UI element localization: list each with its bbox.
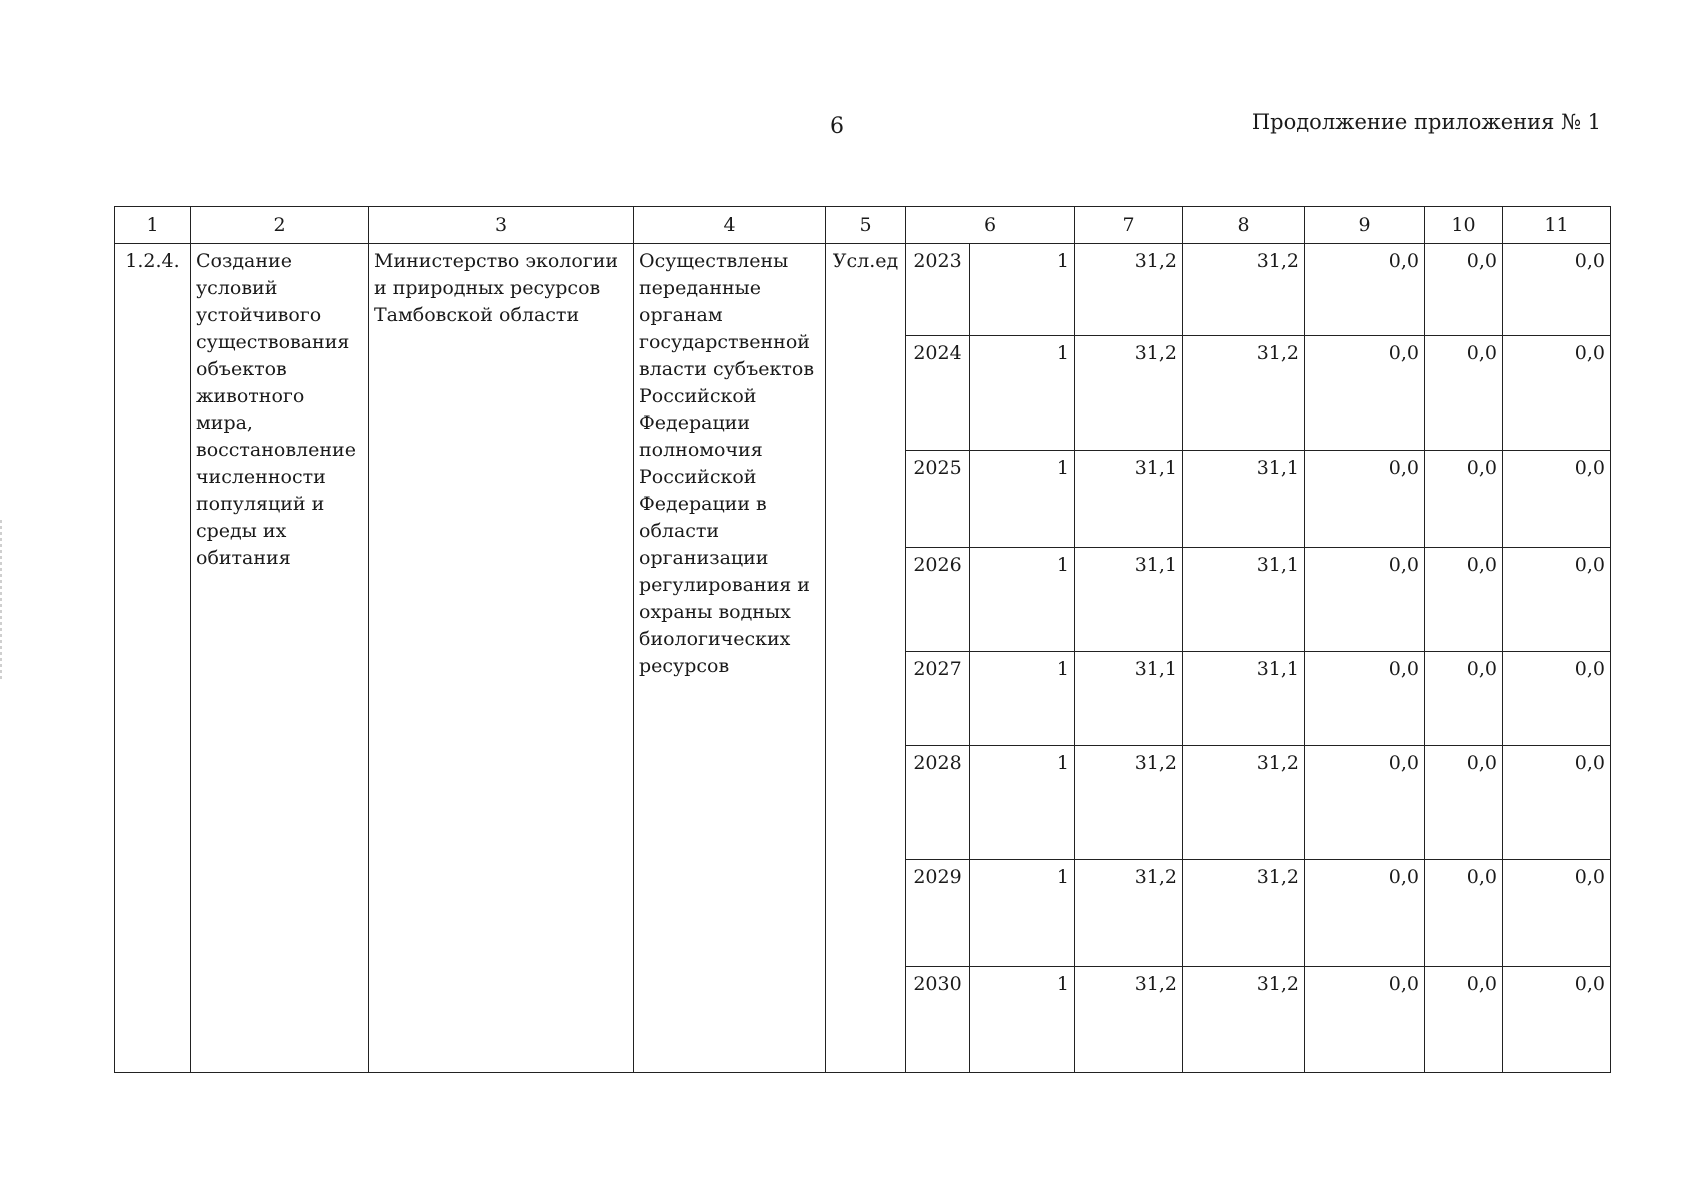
item-unit: Усл.ед	[826, 244, 906, 1073]
row-col11: 0,0	[1503, 652, 1611, 746]
row-col11: 0,0	[1503, 967, 1611, 1073]
row-col11: 0,0	[1503, 336, 1611, 451]
row-col10: 0,0	[1425, 548, 1503, 652]
row-col9: 0,0	[1305, 336, 1425, 451]
page-number: 6	[830, 114, 844, 139]
row-year: 2028	[906, 746, 970, 860]
row-col8: 31,2	[1183, 336, 1305, 451]
row-col10: 0,0	[1425, 860, 1503, 967]
row-col7: 31,1	[1075, 652, 1183, 746]
row-col10: 0,0	[1425, 652, 1503, 746]
column-header-10: 10	[1425, 207, 1503, 244]
column-header-5: 5	[826, 207, 906, 244]
row-col8: 31,2	[1183, 860, 1305, 967]
column-header-3: 3	[369, 207, 634, 244]
row-col9: 0,0	[1305, 451, 1425, 548]
column-header-6: 6	[906, 207, 1075, 244]
row-col9: 0,0	[1305, 967, 1425, 1073]
table-row	[115, 244, 1611, 336]
row-col7: 31,2	[1075, 860, 1183, 967]
row-value: 1	[970, 746, 1075, 860]
row-value: 1	[970, 967, 1075, 1073]
row-year: 2030	[906, 967, 970, 1073]
row-col9: 0,0	[1305, 652, 1425, 746]
scan-edge-artifact	[0, 520, 2, 680]
item-executor: Министерство экологии и природных ресурсов Тамбовской области	[369, 244, 634, 1073]
row-col11: 0,0	[1503, 548, 1611, 652]
column-header-4: 4	[634, 207, 826, 244]
row-value: 1	[970, 548, 1075, 652]
row-col8: 31,2	[1183, 746, 1305, 860]
row-col8: 31,2	[1183, 967, 1305, 1073]
row-value: 1	[970, 860, 1075, 967]
row-col7: 31,2	[1075, 967, 1183, 1073]
item-name: Создание условий устойчивого существования объектов животного мира, восстановление численности популяций и среды их обитания	[191, 244, 369, 1073]
row-col9: 0,0	[1305, 746, 1425, 860]
column-header-7: 7	[1075, 207, 1183, 244]
item-number: 1.2.4.	[115, 244, 191, 1073]
row-col7: 31,2	[1075, 336, 1183, 451]
row-value: 1	[970, 652, 1075, 746]
column-header-11: 11	[1503, 207, 1611, 244]
column-header-row	[115, 207, 1611, 244]
row-col10: 0,0	[1425, 746, 1503, 860]
row-col8: 31,2	[1183, 244, 1305, 336]
row-year: 2025	[906, 451, 970, 548]
row-col7: 31,2	[1075, 244, 1183, 336]
row-value: 1	[970, 451, 1075, 548]
row-year: 2024	[906, 336, 970, 451]
row-col11: 0,0	[1503, 244, 1611, 336]
column-header-2: 2	[191, 207, 369, 244]
row-col8: 31,1	[1183, 548, 1305, 652]
appendix-note: Продолжение приложения № 1	[1251, 110, 1601, 134]
row-col9: 0,0	[1305, 548, 1425, 652]
column-header-9: 9	[1305, 207, 1425, 244]
program-table	[114, 206, 1611, 1073]
row-year: 2027	[906, 652, 970, 746]
row-value: 1	[970, 336, 1075, 451]
row-col10: 0,0	[1425, 244, 1503, 336]
row-col8: 31,1	[1183, 652, 1305, 746]
row-col10: 0,0	[1425, 451, 1503, 548]
row-col7: 31,1	[1075, 548, 1183, 652]
row-col8: 31,1	[1183, 451, 1305, 548]
row-col9: 0,0	[1305, 244, 1425, 336]
row-value: 1	[970, 244, 1075, 336]
row-col7: 31,1	[1075, 451, 1183, 548]
row-col7: 31,2	[1075, 746, 1183, 860]
row-col9: 0,0	[1305, 860, 1425, 967]
row-year: 2029	[906, 860, 970, 967]
item-indicator: Осуществлены переданные органам государственной власти субъектов Российской Федерации полномочия Российской Федерации в области организации регулирования и охраны водных биологических ресурсов	[634, 244, 826, 1073]
row-col11: 0,0	[1503, 746, 1611, 860]
row-col10: 0,0	[1425, 336, 1503, 451]
row-year: 2026	[906, 548, 970, 652]
column-header-8: 8	[1183, 207, 1305, 244]
column-header-1: 1	[115, 207, 191, 244]
row-col11: 0,0	[1503, 451, 1611, 548]
row-year: 2023	[906, 244, 970, 336]
row-col10: 0,0	[1425, 967, 1503, 1073]
row-col11: 0,0	[1503, 860, 1611, 967]
